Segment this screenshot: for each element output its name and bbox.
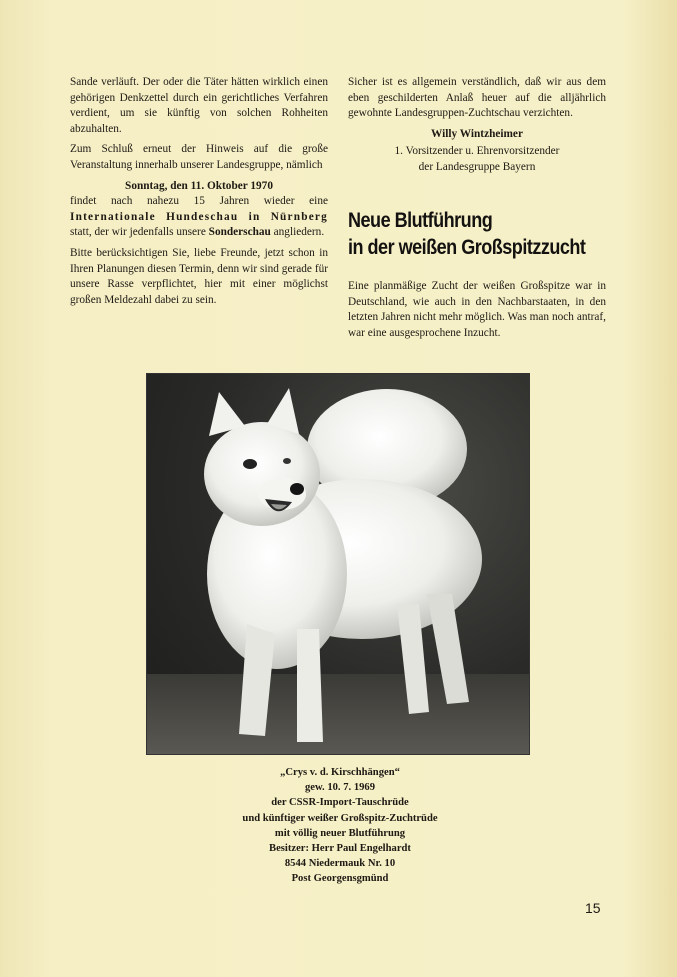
- white-spitz-dog-image: [147, 374, 529, 754]
- left-paragraph-2: Zum Schluß erneut der Hinweis auf die große Veranstaltung innerhalb unserer Landesgruppe, nämlich: [70, 143, 328, 171]
- headline-line-2: in der weißen Großspitzzucht: [348, 236, 586, 259]
- article-intro: Eine planmäßige Zucht der weißen Großspitze war in Deutschland, wie auch in den Nachbarstaaten, in den letzten Jahren nicht mehr möglich. Was man noch antraf, war eine ausgesprochene Inzucht.: [348, 280, 606, 340]
- left-paragraph-3-suffix: angliedern.: [273, 226, 325, 239]
- caption-line-1: „Crys v. d. Kirschhängen“: [280, 767, 400, 778]
- article-headline: [348, 207, 586, 261]
- left-column: [70, 75, 328, 313]
- signature-role-line-1: 1. Vorsitzender u. Ehrenvorsitzender: [394, 145, 560, 158]
- photo-caption: [160, 765, 520, 887]
- left-paragraph-3-prefix: findet nach nahezu 15 Jahren wieder eine: [70, 195, 328, 208]
- left-paragraph-4: Bitte berücksichtigen Sie, liebe Freunde, jetzt schon in Ihren Planungen diesen Termin, denn wir sind gerade für unsere Rasse verpflichtet, hier mit einer möglichst großen Meldezahl dabei zu sein.: [70, 246, 328, 306]
- dog-photo: [146, 373, 530, 755]
- headline-line-1: Neue Blutführung: [348, 209, 493, 232]
- event-name: Internationale Hundeschau in Nürnberg: [70, 210, 328, 223]
- caption-line-6: Besitzer: Herr Paul Engelhardt: [269, 843, 411, 855]
- right-paragraph-1: Sicher ist es allgemein verständlich, daß wir aus dem eben geschilderten Anlaß heuer auf die alljährlich gewohnte Landesgruppen-Zuchtschau verzichten.: [348, 76, 606, 120]
- caption-line-8: Post Georgensgmünd: [291, 873, 389, 885]
- left-paragraph-1: Sande verläuft. Der oder die Täter hätten wirklich einen gehörigen Denkzettel durch ein gerichtliches Verfahren verdient, um sie künftig von solchen Rohheiten abzuhalten.: [70, 76, 328, 135]
- caption-line-4: und künftiger weißer Großspitz-Zuchtrüde: [242, 812, 438, 824]
- left-paragraph-3-middle: statt, der wir jedenfalls unsere: [70, 226, 206, 239]
- caption-line-3: der CSSR-Import-Tauschrüde: [271, 797, 409, 809]
- special-show: Sonderschau: [208, 226, 271, 239]
- page-number: 15: [585, 900, 601, 916]
- signature-name: Willy Wintzheimer: [431, 127, 523, 140]
- event-date: Sonntag, den 11. Oktober 1970: [125, 179, 273, 192]
- caption-line-5: mit völlig neuer Blutführung: [274, 827, 406, 839]
- caption-line-2: gew. 10. 7. 1969: [304, 782, 376, 794]
- caption-line-7: 8544 Niedermauk Nr. 10: [284, 858, 396, 870]
- signature-role-line-2: der Landesgruppe Bayern: [418, 160, 536, 173]
- left-paragraph-3: [70, 194, 328, 241]
- right-column: [348, 75, 606, 176]
